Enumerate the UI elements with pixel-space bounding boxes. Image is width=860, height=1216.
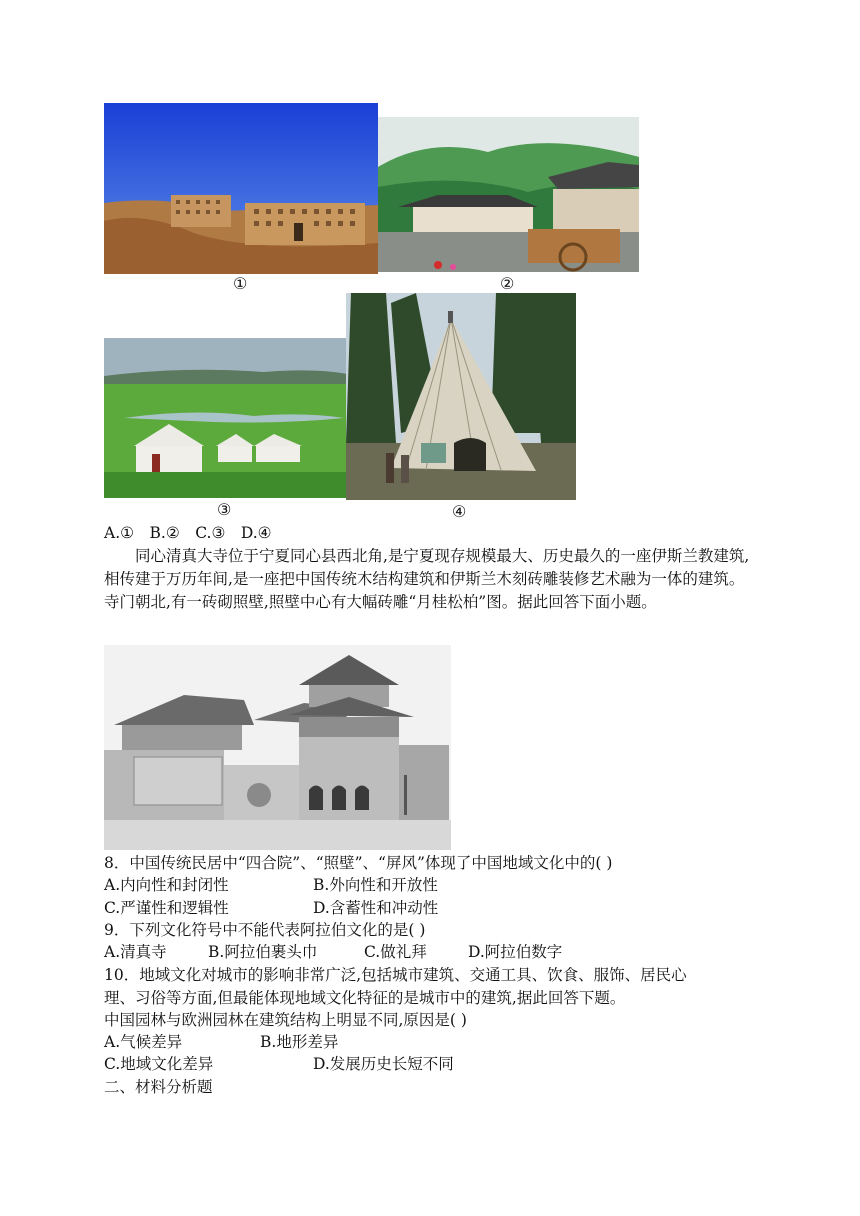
q9-option-d: D.阿拉伯数字 <box>468 943 563 961</box>
q10-option-c: C.地域文化差异 <box>104 1055 214 1073</box>
q10-stem-line-2: 理、习俗等方面,但最能体现地域文化特征的是城市中的建筑,据此回答下题。 <box>104 989 626 1007</box>
section-heading: 二、材料分析题 <box>104 1078 213 1096</box>
q8-stem: 8．中国传统民居中“四合院”、“照壁”、“屏风”体现了中国地域文化中的( ) <box>104 854 613 872</box>
q10-question: 中国园林与欧洲园林在建筑结构上明显不同,原因是( ) <box>104 1011 467 1029</box>
q9-option-b: B.阿拉伯裹头巾 <box>208 943 318 961</box>
q7-options: A.① B.② C.③ D.④ <box>104 524 272 542</box>
q10-option-a: A.气候差异 <box>104 1033 183 1051</box>
q8-option-b: B.外向性和开放性 <box>313 876 438 894</box>
figure-label-4: ④ <box>452 502 467 521</box>
q9-option-a: A.清真寺 <box>104 943 167 961</box>
figure-label-2: ② <box>500 274 515 293</box>
q8-option-a: A.内向性和封闭性 <box>104 876 229 894</box>
q8-option-d: D.含蓄性和冲动性 <box>313 899 439 917</box>
photo-tongxin-mosque <box>104 645 451 850</box>
q9-stem: 9．下列文化符号中不能代表阿拉伯文化的是( ) <box>104 921 426 939</box>
photo-2-hanok-house <box>378 117 639 272</box>
photo-3-yurts-grassland <box>104 338 347 498</box>
q8-option-c: C.严谨性和逻辑性 <box>104 899 229 917</box>
passage-paragraph: 同心清真大寺位于宁夏同心县西北角,是宁夏现存规模最大、历史最久的一座伊斯兰教建筑,相传建于万历年间,是一座把中国传统木结构建筑和伊斯兰木刻砖雕装修艺术融为一体的建筑。寺门朝北,有一砖砌照壁,照壁中心有大幅砖雕“月桂松柏”图。据此回答下面小题。 <box>104 547 750 611</box>
photo-1-adobe-houses <box>104 103 378 274</box>
q10-stem-line-1: 10．地域文化对城市的影响非常广泛,包括城市建筑、交通工具、饮食、服饰、居民心 <box>104 966 687 984</box>
figure-label-3: ③ <box>217 500 232 519</box>
q10-option-b: B.地形差异 <box>260 1033 339 1051</box>
figure-label-1: ① <box>233 274 248 293</box>
q10-option-d: D.发展历史长短不同 <box>313 1055 454 1073</box>
photo-4-conical-tent <box>346 293 576 500</box>
q9-option-c: C.做礼拜 <box>364 943 427 961</box>
